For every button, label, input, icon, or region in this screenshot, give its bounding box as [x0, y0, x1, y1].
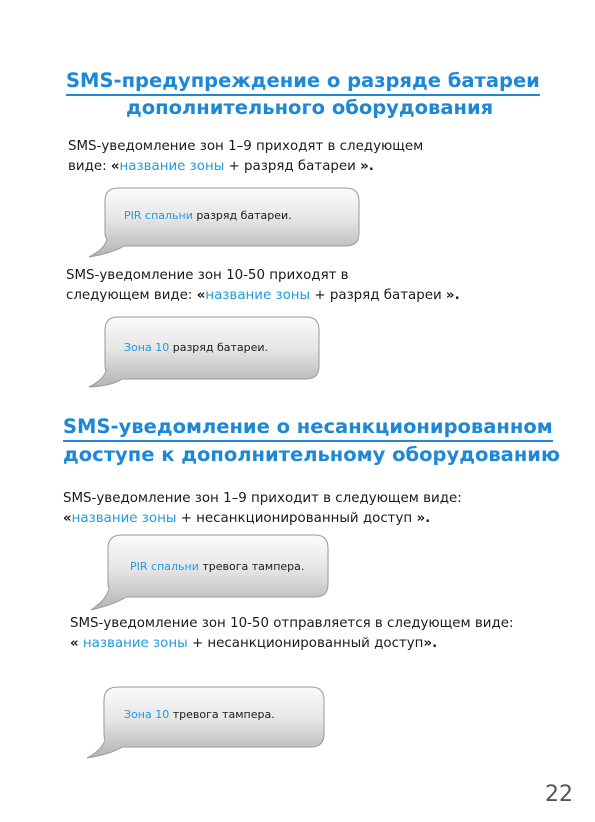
bubble-message: тревога тампера.: [198, 560, 305, 573]
section1-title-line1: [66, 69, 540, 93]
bubble-message: тревога тампера.: [169, 708, 275, 721]
open-quote: «: [63, 511, 72, 526]
title-text: дополнительного оборудования: [126, 96, 494, 119]
title-text: доступе к дополнительному оборудованию: [63, 443, 560, 466]
paragraph-prefix: следующем виде:: [66, 288, 197, 303]
speech-bubble-shape: [88, 187, 368, 269]
zone-name-placeholder: название зоны: [71, 511, 177, 526]
period: .: [454, 288, 460, 303]
section1-title-line2: [126, 96, 493, 120]
section2-title-line1: [63, 415, 553, 439]
paragraph-line: SMS-уведомление зон 10-50 приходят в: [66, 268, 349, 283]
bubble-zone: PIR спальни: [130, 560, 199, 573]
paragraph-prefix: виде:: [68, 159, 111, 174]
sms-bubble-2: [88, 316, 328, 388]
bubble-message: разряд батареи.: [169, 341, 269, 354]
section2-title-line2: [63, 443, 560, 467]
bubble-text: [124, 341, 268, 355]
title-text: SMS-уведомление о несанкционированном: [63, 415, 553, 438]
open-quote: «: [196, 288, 206, 303]
open-quote: «: [110, 159, 120, 174]
title-underline: [63, 440, 553, 442]
zone-name-placeholder: название зоны: [205, 288, 311, 303]
section1-paragraph1: [68, 137, 423, 177]
paragraph-text: + несанкционированный доступ: [187, 636, 424, 651]
sms-bubble-4: [86, 686, 336, 764]
paragraph-text: + несанкционированный доступ: [176, 511, 417, 526]
bubble-text: [124, 209, 292, 223]
period: .: [368, 159, 374, 174]
zone-name-placeholder: название зоны: [78, 636, 188, 651]
title-text: SMS-предупреждение о разряде батареи: [66, 69, 540, 92]
bubble-message: разряд батареи.: [192, 209, 292, 222]
close-quote: »: [360, 159, 369, 174]
period: .: [425, 511, 431, 526]
paragraph-line: SMS-уведомление зон 1–9 приходят в следующем: [68, 139, 424, 154]
close-quote: »: [416, 511, 426, 526]
section1-paragraph2: [66, 266, 460, 306]
close-quote: »: [423, 636, 433, 651]
open-quote: «: [70, 636, 79, 651]
section2-paragraph2: [70, 614, 513, 654]
sms-bubble-3: [90, 534, 340, 612]
bubble-zone: Зона 10: [124, 341, 170, 354]
paragraph-text: + разряд батареи: [310, 288, 446, 303]
bubble-text: [130, 560, 304, 574]
bubble-zone: PIR спальни: [124, 209, 193, 222]
paragraph-text: + разряд батареи: [224, 159, 361, 174]
bubble-zone: Зона 10: [124, 708, 170, 721]
paragraph-line: SMS-уведомление зон 1–9 приходит в следующем виде:: [63, 491, 462, 506]
paragraph-line: SMS-уведомление зон 10-50 отправляется в следующем виде:: [70, 616, 514, 631]
bubble-text: [124, 708, 275, 722]
sms-bubble-1: [88, 187, 368, 269]
close-quote: »: [445, 288, 455, 303]
page-number: 22: [545, 782, 573, 807]
speech-bubble-shape: [86, 686, 336, 764]
section2-paragraph1: [63, 489, 462, 529]
zone-name-placeholder: название зоны: [119, 159, 225, 174]
period: .: [432, 636, 438, 651]
